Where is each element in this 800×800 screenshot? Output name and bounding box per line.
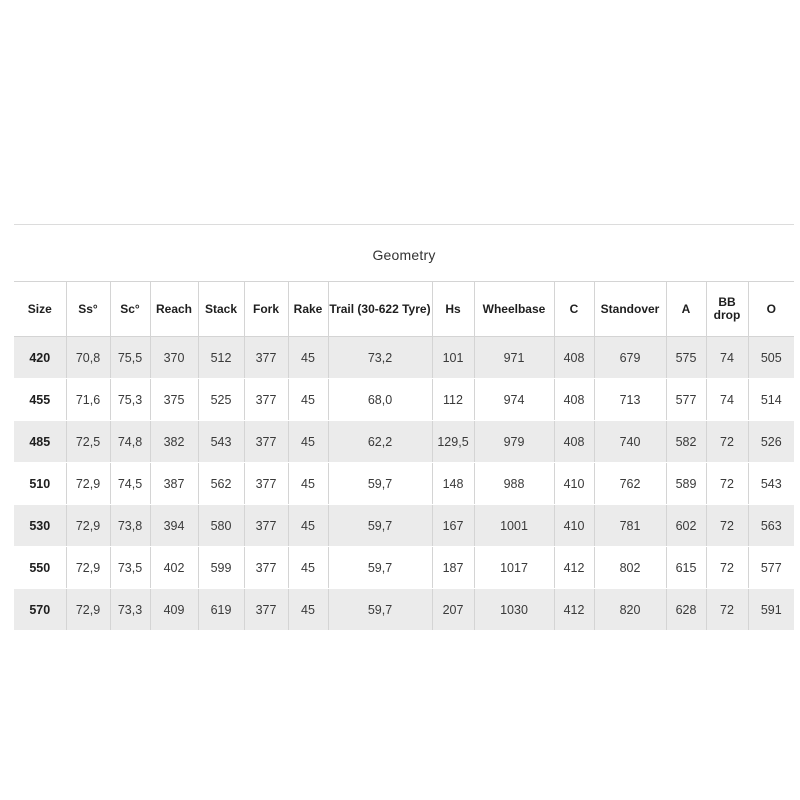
table-cell: 59,7	[328, 463, 432, 505]
table-cell: 820	[594, 589, 666, 631]
table-cell: 410	[554, 505, 594, 547]
table-cell: 74	[706, 337, 748, 379]
table-cell: 979	[474, 421, 554, 463]
table-cell: 514	[748, 379, 794, 421]
table-cell: 1001	[474, 505, 554, 547]
table-cell: 412	[554, 547, 594, 589]
table-cell: 72,9	[66, 505, 110, 547]
table-cell: 602	[666, 505, 706, 547]
table-cell: 974	[474, 379, 554, 421]
table-cell: 377	[244, 547, 288, 589]
table-row	[14, 337, 794, 379]
column-header: Stack	[198, 282, 244, 337]
table-cell: 412	[554, 589, 594, 631]
column-header: Standover	[594, 282, 666, 337]
table-cell: 45	[288, 547, 328, 589]
table-cell: 112	[432, 379, 474, 421]
table-cell: 71,6	[66, 379, 110, 421]
table-cell: 512	[198, 337, 244, 379]
column-header: Rake	[288, 282, 328, 337]
table-cell: 382	[150, 421, 198, 463]
table-cell: 72	[706, 589, 748, 631]
table-cell: 562	[198, 463, 244, 505]
table-cell: 387	[150, 463, 198, 505]
table-cell: 619	[198, 589, 244, 631]
table-cell: 74,5	[110, 463, 150, 505]
table-cell: 1017	[474, 547, 554, 589]
table-cell: 1030	[474, 589, 554, 631]
table-cell: 713	[594, 379, 666, 421]
table-cell: 75,5	[110, 337, 150, 379]
size-cell: 510	[14, 463, 66, 505]
table-cell: 148	[432, 463, 474, 505]
table-cell: 72,9	[66, 589, 110, 631]
table-cell: 615	[666, 547, 706, 589]
table-cell: 577	[666, 379, 706, 421]
table-row	[14, 379, 794, 421]
table-cell: 505	[748, 337, 794, 379]
table-cell: 72	[706, 547, 748, 589]
table-cell: 408	[554, 421, 594, 463]
table-row	[14, 547, 794, 589]
column-header: Trail (30-622 Tyre)	[328, 282, 432, 337]
table-cell: 375	[150, 379, 198, 421]
table-cell: 408	[554, 379, 594, 421]
size-cell: 530	[14, 505, 66, 547]
column-header: O	[748, 282, 794, 337]
table-cell: 762	[594, 463, 666, 505]
table-cell: 45	[288, 379, 328, 421]
table-cell: 370	[150, 337, 198, 379]
column-header: C	[554, 282, 594, 337]
table-cell: 679	[594, 337, 666, 379]
table-cell: 377	[244, 463, 288, 505]
geometry-table	[14, 281, 794, 631]
table-cell: 740	[594, 421, 666, 463]
table-cell: 75,3	[110, 379, 150, 421]
table-cell: 377	[244, 505, 288, 547]
table-cell: 101	[432, 337, 474, 379]
table-cell: 72,9	[66, 547, 110, 589]
table-cell: 59,7	[328, 589, 432, 631]
table-cell: 59,7	[328, 547, 432, 589]
table-cell: 377	[244, 421, 288, 463]
size-cell: 570	[14, 589, 66, 631]
column-header: A	[666, 282, 706, 337]
table-cell: 73,5	[110, 547, 150, 589]
table-row	[14, 505, 794, 547]
table-cell: 394	[150, 505, 198, 547]
table-cell: 628	[666, 589, 706, 631]
table-cell: 73,3	[110, 589, 150, 631]
table-cell: 802	[594, 547, 666, 589]
table-cell: 72	[706, 421, 748, 463]
table-cell: 73,8	[110, 505, 150, 547]
table-cell: 45	[288, 421, 328, 463]
table-cell: 72	[706, 463, 748, 505]
table-row	[14, 589, 794, 631]
column-header: Reach	[150, 282, 198, 337]
table-cell: 563	[748, 505, 794, 547]
table-cell: 45	[288, 337, 328, 379]
table-cell: 377	[244, 337, 288, 379]
size-cell: 420	[14, 337, 66, 379]
table-cell: 187	[432, 547, 474, 589]
table-cell: 45	[288, 463, 328, 505]
table-cell: 377	[244, 379, 288, 421]
table-cell: 409	[150, 589, 198, 631]
table-cell: 410	[554, 463, 594, 505]
table-cell: 74,8	[110, 421, 150, 463]
table-cell: 207	[432, 589, 474, 631]
table-cell: 589	[666, 463, 706, 505]
column-header: Fork	[244, 282, 288, 337]
table-cell: 577	[748, 547, 794, 589]
table-cell: 591	[748, 589, 794, 631]
table-cell: 525	[198, 379, 244, 421]
table-cell: 408	[554, 337, 594, 379]
table-cell: 377	[244, 589, 288, 631]
table-cell: 70,8	[66, 337, 110, 379]
table-cell: 73,2	[328, 337, 432, 379]
table-cell: 526	[748, 421, 794, 463]
table-cell: 68,0	[328, 379, 432, 421]
geometry-title: Geometry	[372, 247, 436, 263]
column-header: Wheelbase	[474, 282, 554, 337]
table-cell: 971	[474, 337, 554, 379]
geometry-section	[14, 224, 794, 631]
size-cell: 455	[14, 379, 66, 421]
table-cell: 599	[198, 547, 244, 589]
table-cell: 59,7	[328, 505, 432, 547]
table-row	[14, 463, 794, 505]
column-header: Ss°	[66, 282, 110, 337]
column-header: Hs	[432, 282, 474, 337]
table-cell: 129,5	[432, 421, 474, 463]
table-cell: 781	[594, 505, 666, 547]
table-cell: 543	[748, 463, 794, 505]
column-header: Size	[14, 282, 66, 337]
column-header: Sc°	[110, 282, 150, 337]
table-cell: 72,5	[66, 421, 110, 463]
size-cell: 485	[14, 421, 66, 463]
table-cell: 988	[474, 463, 554, 505]
table-cell: 167	[432, 505, 474, 547]
table-cell: 62,2	[328, 421, 432, 463]
table-cell: 45	[288, 589, 328, 631]
table-cell: 45	[288, 505, 328, 547]
table-cell: 575	[666, 337, 706, 379]
table-cell: 543	[198, 421, 244, 463]
table-cell: 72	[706, 505, 748, 547]
table-cell: 580	[198, 505, 244, 547]
table-cell: 402	[150, 547, 198, 589]
column-header: BB drop	[706, 282, 748, 337]
table-cell: 582	[666, 421, 706, 463]
table-cell: 72,9	[66, 463, 110, 505]
table-row	[14, 421, 794, 463]
table-cell: 74	[706, 379, 748, 421]
header-row	[14, 282, 794, 337]
size-cell: 550	[14, 547, 66, 589]
